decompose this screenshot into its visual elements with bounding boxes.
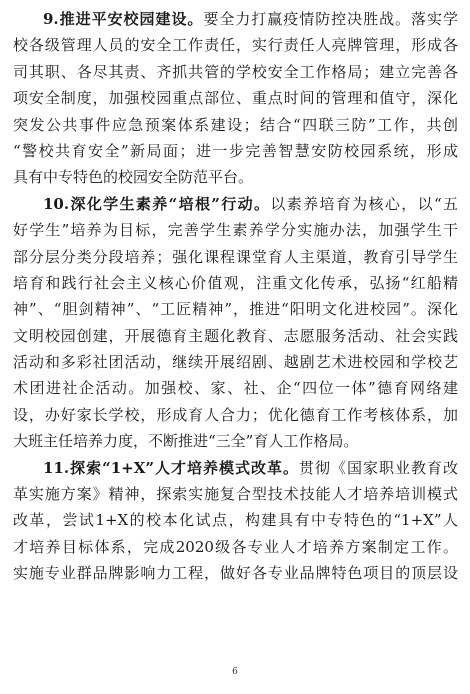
line-text: 以素养培育为核心，以“五 — [270, 194, 458, 213]
line-text: 设，办好家长学校，形成育人合力；优化德育工作考核体系，加 — [13, 405, 458, 424]
body-text — [13, 6, 458, 587]
text-line — [13, 507, 458, 533]
line-text: 项安全制度，加强校园重点部位、重点时间的管理和值守，深化 — [13, 89, 458, 108]
text-line — [13, 481, 458, 507]
text-line — [13, 270, 458, 296]
text-line — [13, 402, 458, 428]
line-text: 部分层分类分段培养；强化课程课堂育人主渠道，教育引导学生 — [13, 247, 458, 266]
text-line — [13, 244, 458, 270]
line-text: 术团进社企活动。加强校、家、社、企“四位一体”德育网络建 — [13, 379, 458, 398]
line-text: 具有中专特色的校园安全防范平台。 — [13, 168, 254, 187]
text-line — [13, 428, 458, 454]
line-text: 大班主任培养力度，不断推进“三全”育人工作格局。 — [13, 432, 359, 451]
text-line — [13, 112, 458, 138]
line-text: “警校共育安全”新局面；进一步完善智慧安防校园系统，形成 — [13, 141, 458, 160]
section-heading: 10.深化学生素养“培根”行动。 — [43, 194, 271, 213]
line-text: 神”、“胆剑精神”、“工匠精神”，推进“阳明文化进校园”。深化 — [13, 300, 458, 319]
line-text: 校各级管理人员的安全工作责任，实行责任人亮牌管理，形成各 — [13, 36, 458, 55]
text-line — [13, 164, 458, 190]
line-text: 司其职、各尽其责、齐抓共管的学校安全工作格局；建立完善各 — [13, 62, 458, 81]
line-text: 要全力打赢疫情防控决胜战。落实学 — [203, 10, 458, 28]
text-line — [13, 6, 458, 32]
text-line — [13, 560, 458, 586]
text-line — [13, 32, 458, 58]
text-line — [13, 85, 458, 111]
text-line — [13, 191, 458, 217]
text-line — [13, 534, 458, 560]
line-text: 革实施方案》精神，探索实施复合型技术技能人才培养培训模式 — [13, 485, 458, 504]
line-text: 改革，尝试1+X的校本化试点，构建具有中专特色的“1+X”人 — [13, 511, 458, 530]
line-text: 文明校园创建，开展德育主题化教育、志愿服务活动、社会实践 — [13, 326, 458, 345]
line-text: 贯彻《国家职业教育改 — [299, 458, 458, 477]
line-text: 活动和多彩社团活动，继续开展绍剧、越剧艺术进校园和学校艺 — [13, 353, 458, 372]
line-text: 实施专业群品牌影响力工程，做好各专业品牌特色项目的顶层设 — [13, 564, 458, 583]
section-heading: 9.推进平安校园建设。 — [43, 10, 204, 28]
line-text: 才培养目标体系，完成2020级各专业人才培养方案制定工作。 — [13, 537, 458, 556]
line-text: 突发公共事件应急预案体系建设；结合“四联三防”工作，共创 — [13, 115, 458, 134]
text-line — [13, 138, 458, 164]
text-line — [13, 59, 458, 85]
text-line — [13, 296, 458, 322]
text-line — [13, 323, 458, 349]
page-number: 6 — [232, 667, 238, 677]
text-line — [13, 375, 458, 401]
line-text: 好学生”培养为目标，完善学生素养学分实施办法，加强学生干 — [13, 221, 458, 240]
text-line — [13, 217, 458, 243]
section-heading: 11.探索“1+X”人才培养模式改革。 — [43, 458, 299, 477]
line-text: 培育和践行社会主义核心价值观，注重文化传承，弘扬“红船精 — [13, 273, 458, 292]
text-line — [13, 455, 458, 481]
text-line — [13, 349, 458, 375]
